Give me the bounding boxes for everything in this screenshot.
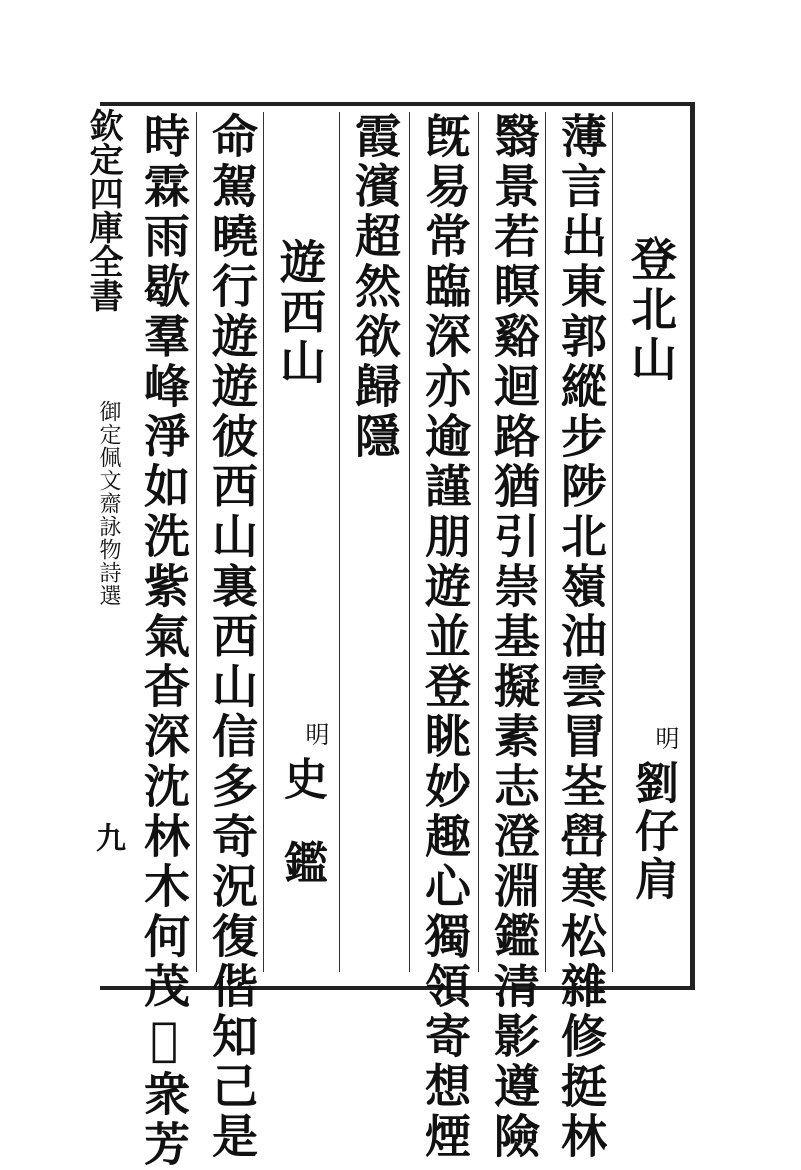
poem-line: 薄言出東郭縱步陟北嶺油雲冒峑嶨寒松雜修挺林	[554, 112, 608, 1162]
poem-title: 遊西山	[273, 238, 327, 388]
poem-dynasty: 明	[651, 726, 679, 754]
column-rule	[263, 112, 264, 972]
poem-line: 霞濱超然欲歸隱	[348, 112, 402, 462]
column-rule	[339, 112, 340, 972]
poem-dynasty: 明	[301, 722, 329, 750]
column-rule	[478, 112, 479, 972]
poem-line: 翳景若瞑谿迴路猶引崇基擬素志澄淵鑑清影遵險	[487, 112, 541, 1162]
column-rule	[612, 112, 613, 972]
column-rule	[545, 112, 546, 972]
poem-line: 旣易常臨深亦逾謹朋遊並登眺妙趣心獨領寄想煙	[418, 112, 472, 1162]
page-number: 九	[90, 822, 125, 856]
collection-title: 欽定四庫全書	[83, 108, 123, 312]
poem-line: 時霖雨歇羣峰淨如洗紫氣杳深沈林木何茂𢾾衆芳	[137, 112, 191, 1170]
poem-title: 登北山	[624, 235, 678, 385]
poem-author: 劉仔肩	[627, 760, 678, 904]
poem-author: 史鑑	[276, 756, 327, 924]
edition-title: 御定佩文齋詠物詩選	[96, 400, 121, 607]
column-rule	[409, 112, 410, 972]
column-rule	[196, 112, 197, 972]
poem-line: 命駕曉行遊遊彼西山裏西山信多奇況復偕知己是	[205, 112, 259, 1162]
